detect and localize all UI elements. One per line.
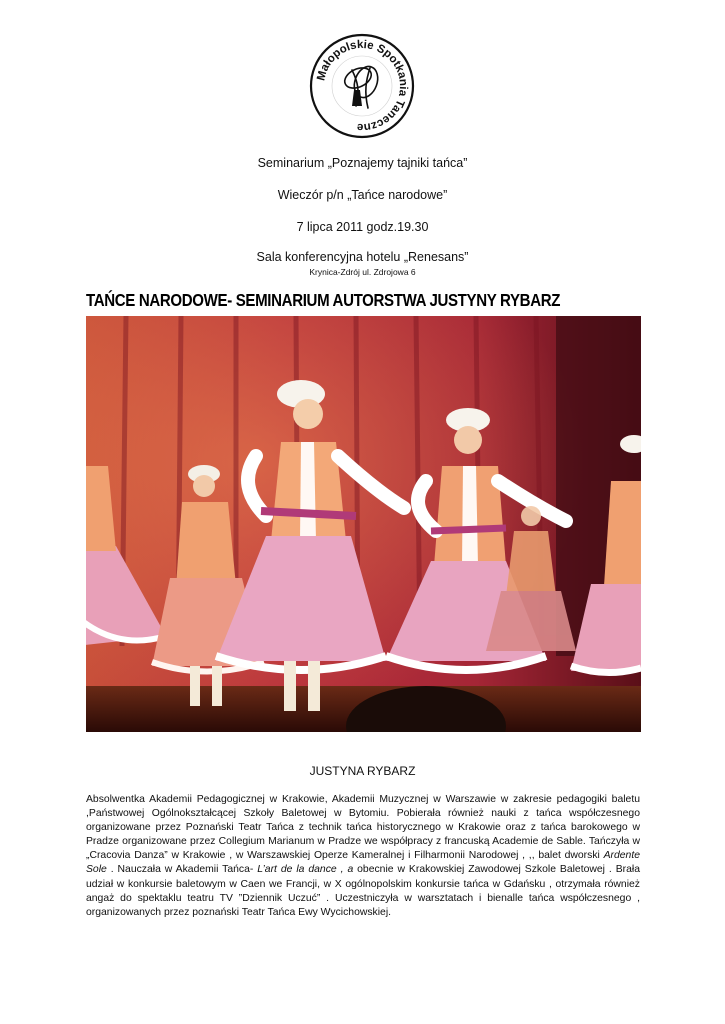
evening-line: Wieczór p/n „Tańce narodowe” bbox=[277, 188, 448, 202]
date-line: 7 lipca 2011 godz.19.30 bbox=[296, 220, 429, 234]
bio-paragraph bbox=[86, 793, 640, 920]
bio-text-part3: obecnie w Krakowskiej Zawodowej Szkole Baletowej . Brała udział w konkursie baletowym w Caen we Francji, w X ogólnopolskim konkursie tańca w Gdańsku , otrzymała również angaż do spektaklu teatru TV ”Dziennik Uczuć” . Uczestniczyła w warsztatach i bienalle tańca współczesnego , organizowanych przez poznański Teatr Tańca Ewy Wycichowskiej. bbox=[86, 864, 640, 918]
page-headline: TAŃCE NARODOWE- SEMINARIUM AUTORSTWA JUSTYNY RYBARZ bbox=[86, 290, 561, 310]
bio-name: JUSTYNA RYBARZ bbox=[309, 764, 416, 778]
folk-dancers-on-stage-photo bbox=[86, 316, 641, 732]
bio-text-part1: Absolwentka Akademii Pedagogicznej w Krakowie, Akademii Muzycznej w Warszawie w zakresie pedagogiki baletu ,Państwowej Ogólnokształcącej Szkoły Baletowej w Bytomiu. Pobierała również nauki z tańca współczesnego organizowane przez Poznański Teatr Tańca z technik tańca historycznego w Krakowie oraz z tańca barokowego w Pradze organizowane przez Collegium Marianum w Pradze we współpracy z francuską Academie de Sable. Tańczyła w „Cracovia Danza” w Krakowie , w Warszawskiej Operze Kameralnej i Filharmonii Narodowej , ,, balet dworski bbox=[86, 794, 640, 862]
bio-lart-de-la-dance: L’art de la dance , a bbox=[257, 864, 354, 876]
logo-circular-text: Małopolskie Spotkania Taneczne bbox=[315, 38, 410, 134]
bio-ardente-sole: Ardente Sole bbox=[86, 850, 640, 876]
address-line: Krynica-Zdrój ul. Zdrojowa 6 bbox=[309, 267, 416, 277]
bio-text-part2: . Nauczała w Akademii Tańca- bbox=[106, 864, 258, 876]
venue-line: Sala konferencyjna hotelu „Renesans” bbox=[256, 250, 469, 264]
seminar-line: Seminarium „Poznajemy tajniki tańca” bbox=[257, 156, 468, 170]
dancer-emblem-icon bbox=[308, 32, 416, 140]
festival-logo bbox=[308, 32, 416, 140]
